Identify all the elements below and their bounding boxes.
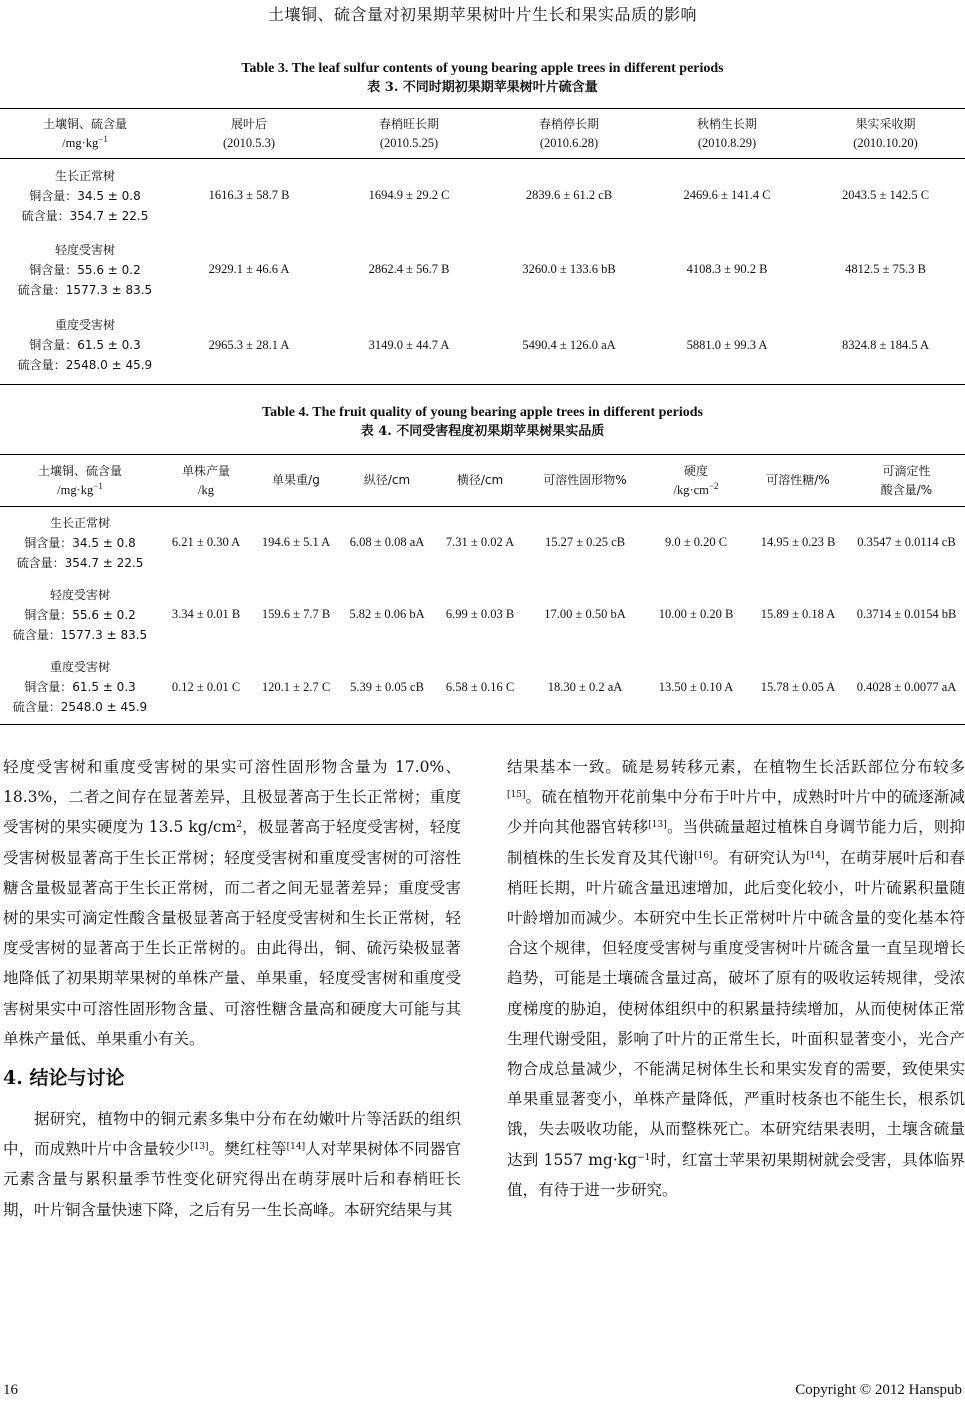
row-label: 生长正常树 铜含量：34.5 ± 0.8 硫含量：354.7 ± 22.5 [16,515,144,570]
table-row [0,233,965,307]
table-cell: 159.6 ± 7.7 B [261,607,331,621]
table-cell: 2929.1 ± 46.6 A [208,262,290,276]
table4-header-col: 单果重/g [252,455,340,507]
table-cell: 18.30 ± 0.2 aA [526,651,644,725]
table-cell: 2862.4 ± 56.7 B [368,262,450,276]
running-head: 土壤铜、硫含量对初果期苹果树叶片生长和果实品质的影响 [267,5,697,24]
table-cell: 4108.3 ± 90.2 B [686,262,768,276]
table-cell: 9.0 ± 0.20 C [664,535,728,550]
table-cell: 10.00 ± 0.20 B [658,607,734,621]
table4-header-col: 可溶性固形物% [526,455,644,507]
table3-header-period: 春梢停长期 (2010.6.28) [490,109,648,159]
left-column [3,752,461,1225]
table3-header-period: 展叶后 (2010.5.3) [170,109,328,159]
table-cell: 2043.5 ± 142.5 C [841,188,930,203]
table3-header-period: 秋梢生长期 (2010.8.29) [648,109,806,159]
table4-header-col: 可溶性糖/% [748,455,848,507]
row-label: 生长正常树 铜含量：34.5 ± 0.8 硫含量：354.7 ± 22.5 [21,168,149,223]
table-cell: 194.6 ± 5.1 A [261,535,331,550]
table4-header-col: 横径/cm [434,455,526,507]
table-cell: 6.21 ± 0.30 A [171,535,241,550]
table-cell: 3260.0 ± 133.6 bB [522,262,616,276]
table4-caption-en: Table 4. The fruit quality of young bearing apple trees in different periods [262,405,703,420]
table3-caption-zh: 表 3. 不同时期初果期苹果树叶片硫含量 [367,80,598,95]
table-cell: 6.08 ± 0.08 aA [349,535,425,550]
table-cell: 6.99 ± 0.03 B [445,607,515,621]
table4-header-col: 单株产量 /kg [160,455,252,507]
table-cell: 6.58 ± 0.16 C [434,651,526,725]
right-column [507,752,965,1205]
row-label: 轻度受害树 铜含量：55.6 ± 0.2 硫含量：1577.3 ± 83.5 [12,587,148,642]
table-cell: 2469.6 ± 141.4 C [683,188,771,203]
table-row [0,307,965,385]
table-row [0,651,965,725]
row-label: 重度受害树 铜含量：61.5 ± 0.3 硫含量：2548.0 ± 45.9 [0,307,170,385]
table3-header-period: 果实采收期 (2010.10.20) [806,109,965,159]
table-cell: 4812.5 ± 75.3 B [845,262,926,276]
body-paragraph: 结果基本一致。硫是易转移元素，在植物生长活跃部位分布较多[15]。硫在植物开花前集中分布于叶片中，成熟时叶片中的硫逐渐减少并向其他器官转移[13]。当供硫量超过植株自身调节能力后，则抑制植株的生长发育及其代谢[16]。有研究认为[14]，在萌芽展叶后和春梢旺长期，叶片硫含量迅速增加，此后变化较小，叶片硫累积量随叶龄增加而减少。本研究中生长正常树叶片中硫含量的变化基本符合这个规律，但轻度受害树与重度受害树叶片硫含量一直呈现增长趋势，可能是土壤硫含量过高，破坏了原有的吸收运转规律，受浓度梯度的胁迫，使树体组织中的积累量持续增加，从而使树体正常生理代谢受阻，影响了叶片的正常生长，叶面积显著变小，光合产物合成总量减少，不能满足树体生长和果实发育的需要，致使果实单果重显著变小，单株产量降低，严重时枝条也不能生长，根系饥饿，失去吸收功能，从而整株死亡。本研究结果表明，土壤含硫量达到 1557 $mg\cdot kg^{-1}$时，红富士苹果初果期树就会受害，具体临界值，有待于进一步研究。 [507,758,965,1199]
page-number: 16 [3,1382,18,1398]
table3-caption [0,60,965,97]
table4-header-col: 硬度 $/kg\cdot cm^{-2}$ [644,455,748,507]
table-cell: 3.34 ± 0.01 B [171,607,241,621]
table-cell: 1694.9 ± 29.2 C [368,188,450,203]
table-cell: 15.78 ± 0.05 A [748,651,848,725]
table4 [0,454,965,725]
table-cell: 15.89 ± 0.18 A [760,607,836,621]
table4-caption-zh: 表 4. 不同受害程度初果期苹果树果实品质 [360,424,605,439]
table-cell: 5.39 ± 0.05 cB [340,651,434,725]
table3-caption-en: Table 3. The leaf sulfur contents of young bearing apple trees in different periods [241,61,724,76]
table-cell: 0.3547 ± 0.0114 cB [857,535,956,550]
table3-header-label: 土壤铜、硫含量 $/mg\cdot kg^{-1}$ [0,109,170,159]
body-paragraph: 轻度受害树和重度受害树的果实可溶性固形物含量为 17.0%、18.3%，二者之间存在显著差异，且极显著高于生长正常树；重度受害树的果实硬度为 13.5 $kg/cm^2$，极显著高于轻度受害树，轻度受害树极显著高于生长正常树；轻度受害树和重度受害树的可溶性糖含量极显著高于生长正常树，而二者之间无显著差异；重度受害树的果实可滴定性酸含量极显著高于轻度受害树和生长正常树，轻度受害树的显著高于生长正常树的。由此得出，铜、硫污染极显著地降低了初果期苹果树的单株产量、单果重，轻度受害树和重度受害树果实中可溶性固形物含量、可溶性糖含量高和硬度大可能与其单株产量低、单果重小有关。 [3,758,461,1048]
row-label: 重度受害树 铜含量：61.5 ± 0.3 硫含量：2548.0 ± 45.9 [0,651,160,725]
table3 [0,108,965,385]
table-cell: 0.4028 ± 0.0077 aA [848,651,965,725]
table-cell: 0.3714 ± 0.0154 bB [856,607,957,621]
table4-header-label: 土壤铜、硫含量 $/mg\cdot kg^{-1}$ [0,455,160,507]
table4-caption [0,404,965,441]
table-cell: 14.95 ± 0.23 B [760,535,836,550]
table-cell: 15.27 ± 0.25 cB [544,535,626,550]
table-cell: 5.82 ± 0.06 bA [349,607,425,621]
table-cell: 13.50 ± 0.10 A [644,651,748,725]
table-row [0,579,965,651]
table-cell: 5881.0 ± 99.3 A [648,307,806,385]
table-cell: 5490.4 ± 126.0 aA [490,307,648,385]
body-paragraph: 据研究，植物中的铜元素多集中分布在幼嫩叶片等活跃的组织中，而成熟叶片中含量较少[13]。樊红柱等[14]人对苹果树体不同器官元素含量与累积量季节性变化研究得出在萌芽展叶后和春梢旺长期，叶片铜含量快速下降，之后有另一生长高峰。本研究结果与其 [3,1110,461,1219]
table-row [0,159,965,233]
table-cell: 120.1 ± 2.7 C [252,651,340,725]
table3-header-row [0,109,965,159]
table-row [0,507,965,579]
table-cell: 1616.3 ± 58.7 B [208,188,290,203]
table-cell: 3149.0 ± 44.7 A [328,307,490,385]
table-cell: 8324.8 ± 184.5 A [806,307,965,385]
copyright: Copyright © 2012 Hanspub [795,1382,962,1398]
table4-header-col: 纵径/cm [340,455,434,507]
table4-header-row [0,455,965,507]
table-cell: 0.12 ± 0.01 C [160,651,252,725]
table3-header-period: 春梢旺长期 (2010.5.25) [328,109,490,159]
table-cell: 17.00 ± 0.50 bA [544,607,626,621]
table-cell: 7.31 ± 0.02 A [445,535,515,550]
table4-header-col: 可滴定性 酸含量/% [848,455,965,507]
row-label: 轻度受害树 铜含量：55.6 ± 0.2 硫含量：1577.3 ± 83.5 [17,242,153,297]
table-cell: 2965.3 ± 28.1 A [170,307,328,385]
table-cell: 2839.6 ± 61.2 cB [525,188,613,203]
section-heading: 4. 结论与讨论 [3,1067,125,1090]
